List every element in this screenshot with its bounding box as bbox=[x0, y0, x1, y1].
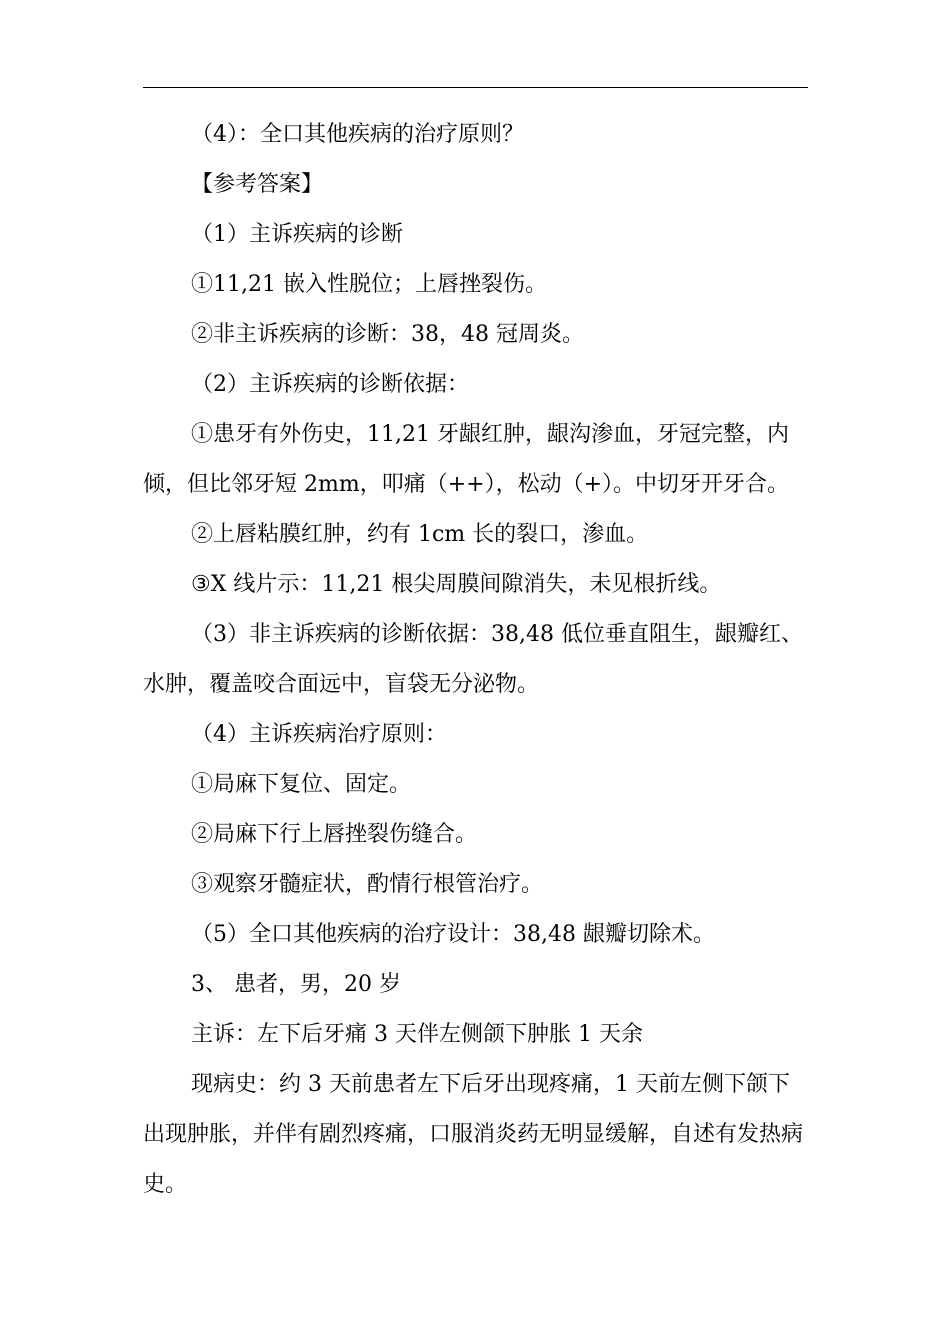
section-5-paragraph: （5）全口其他疾病的治疗设计：38,48 龈瓣切除术。 bbox=[191, 922, 715, 947]
basis-item-3: ③X 线片示：11,21 根尖周膜间隙消失，未见根折线。 bbox=[191, 572, 722, 597]
question-4-line: （4）：全口其他疾病的治疗原则？ bbox=[191, 122, 524, 147]
treatment-item-1: ①局麻下复位、固定。 bbox=[191, 772, 412, 797]
section-4-heading: （4）主诉疾病治疗原则： bbox=[191, 722, 447, 747]
basis-item-2: ②上唇粘膜红肿，约有 1cm 长的裂口，渗血。 bbox=[191, 522, 649, 547]
section-2-heading: （2）主诉疾病的诊断依据： bbox=[191, 372, 469, 397]
document-body bbox=[143, 110, 808, 1210]
diagnosis-item-1: ①11,21 嵌入性脱位；上唇挫裂伤。 bbox=[191, 272, 547, 297]
diagnosis-item-2: ②非主诉疾病的诊断：38，48 冠周炎。 bbox=[191, 322, 584, 347]
section-1-heading: （1）主诉疾病的诊断 bbox=[191, 222, 403, 247]
treatment-item-3: ③观察牙髓症状，酌情行根管治疗。 bbox=[191, 872, 544, 897]
header-rule bbox=[143, 87, 808, 88]
treatment-item-2: ②局麻下行上唇挫裂伤缝合。 bbox=[191, 822, 478, 847]
case-3-heading: 3、 患者，男，20 岁 bbox=[191, 972, 401, 997]
present-illness-history: 现病史：约 3 天前患者左下后牙出现疼痛，1 天前左侧下颌下出现肿胀，并伴有剧烈疼痛，口服消炎药无明显缓解，自述有发热病史。 bbox=[143, 1072, 804, 1197]
section-3-paragraph: （3）非主诉疾病的诊断依据：38,48 低位垂直阻生，龈瓣红、水肿，覆盖咬合面远中，盲袋无分泌物。 bbox=[143, 622, 803, 697]
basis-item-1: ①患牙有外伤史，11,21 牙龈红肿，龈沟渗血，牙冠完整，内倾，但比邻牙短 2mm，叩痛（++），松动（+）。中切牙开牙合。 bbox=[143, 422, 790, 497]
chief-complaint: 主诉：左下后牙痛 3 天伴左侧颌下肿胀 1 天余 bbox=[191, 1022, 643, 1047]
reference-answer-heading: 【参考答案】 bbox=[191, 172, 324, 197]
